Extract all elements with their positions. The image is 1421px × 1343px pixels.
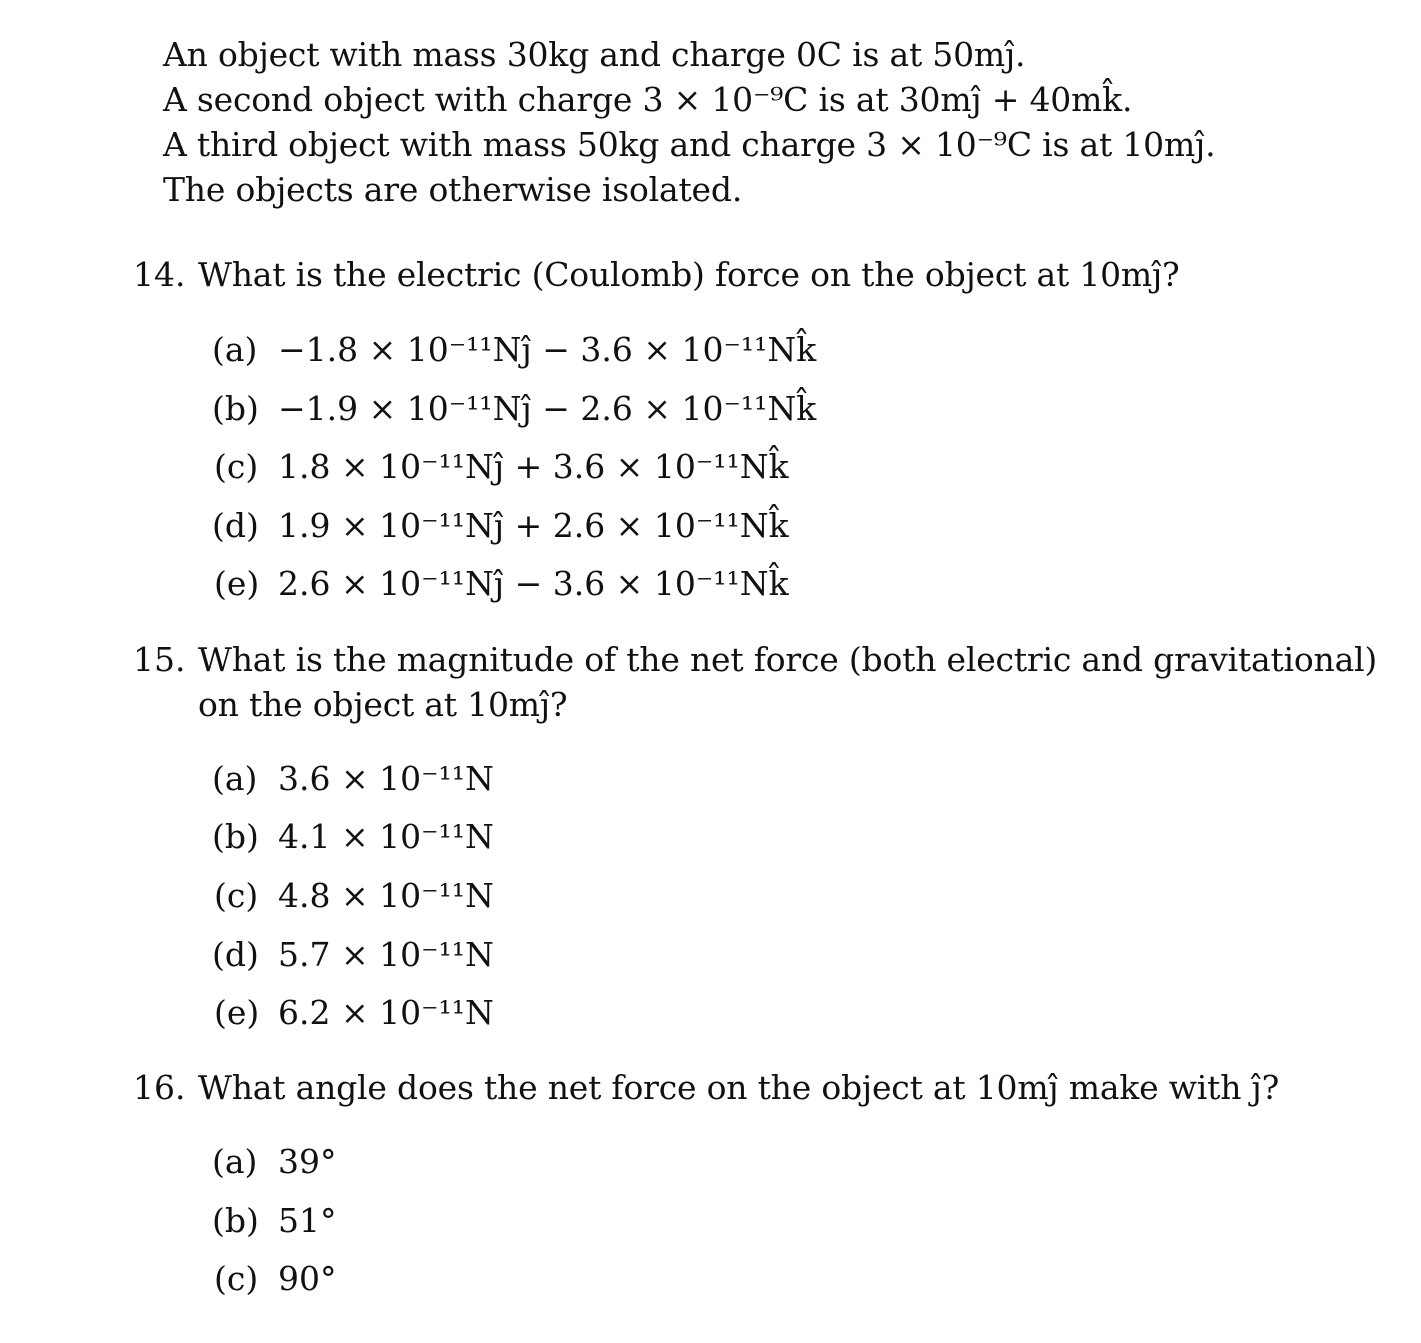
question-14-number: 14. xyxy=(133,255,186,294)
q15-option-d-label: (d) xyxy=(212,935,259,974)
q14-option-c-label: (c) xyxy=(214,447,259,486)
q15-option-b-text: 4.1 × 10⁻¹¹N xyxy=(278,817,494,856)
q14-option-b-text: −1.9 × 10⁻¹¹Nĵ − 2.6 × 10⁻¹¹Nk̂ xyxy=(278,389,817,428)
q15-option-b-label: (b) xyxy=(212,817,259,856)
q14-option-a-label: (a) xyxy=(212,330,258,369)
q16-option-c-label: (c) xyxy=(214,1259,259,1298)
intro-line-3: A third object with mass 50kg and charge 3 × 10⁻⁹C is at 10mĵ. xyxy=(163,125,1216,164)
question-16-text: What angle does the net force on the object at 10mĵ make with ĵ? xyxy=(198,1068,1280,1107)
q15-option-e-label: (e) xyxy=(214,993,260,1032)
q14-option-b-label: (b) xyxy=(212,389,259,428)
q14-option-c-text: 1.8 × 10⁻¹¹Nĵ + 3.6 × 10⁻¹¹Nk̂ xyxy=(278,447,789,486)
q14-option-e-label: (e) xyxy=(214,564,260,603)
q16-option-b-label: (b) xyxy=(212,1201,259,1240)
q14-option-e-text: 2.6 × 10⁻¹¹Nĵ − 3.6 × 10⁻¹¹Nk̂ xyxy=(278,564,789,603)
question-15-text-line-1: What is the magnitude of the net force (both electric and gravitational) xyxy=(198,640,1378,679)
q15-option-d-text: 5.7 × 10⁻¹¹N xyxy=(278,935,494,974)
q14-option-a-text: −1.8 × 10⁻¹¹Nĵ − 3.6 × 10⁻¹¹Nk̂ xyxy=(278,330,817,369)
q15-option-a-label: (a) xyxy=(212,759,258,798)
q16-option-a-text: 39° xyxy=(278,1142,337,1181)
q16-option-a-label: (a) xyxy=(212,1142,258,1181)
q15-option-a-text: 3.6 × 10⁻¹¹N xyxy=(278,759,494,798)
question-16-number: 16. xyxy=(133,1068,186,1107)
q15-option-c-text: 4.8 × 10⁻¹¹N xyxy=(278,876,494,915)
intro-line-4: The objects are otherwise isolated. xyxy=(163,170,743,209)
question-15-number: 15. xyxy=(133,640,186,679)
question-15-text-line-2: on the object at 10mĵ? xyxy=(198,685,568,724)
q16-option-c-text: 90° xyxy=(278,1259,337,1298)
q14-option-d-text: 1.9 × 10⁻¹¹Nĵ + 2.6 × 10⁻¹¹Nk̂ xyxy=(278,506,789,545)
q14-option-d-label: (d) xyxy=(212,506,259,545)
intro-line-2: A second object with charge 3 × 10⁻⁹C is at 30mĵ + 40mk̂. xyxy=(163,80,1133,119)
q15-option-c-label: (c) xyxy=(214,876,259,915)
q16-option-b-text: 51° xyxy=(278,1201,337,1240)
intro-line-1: An object with mass 30kg and charge 0C is at 50mĵ. xyxy=(163,35,1026,74)
question-14-text: What is the electric (Coulomb) force on the object at 10mĵ? xyxy=(198,255,1180,294)
q15-option-e-text: 6.2 × 10⁻¹¹N xyxy=(278,993,494,1032)
